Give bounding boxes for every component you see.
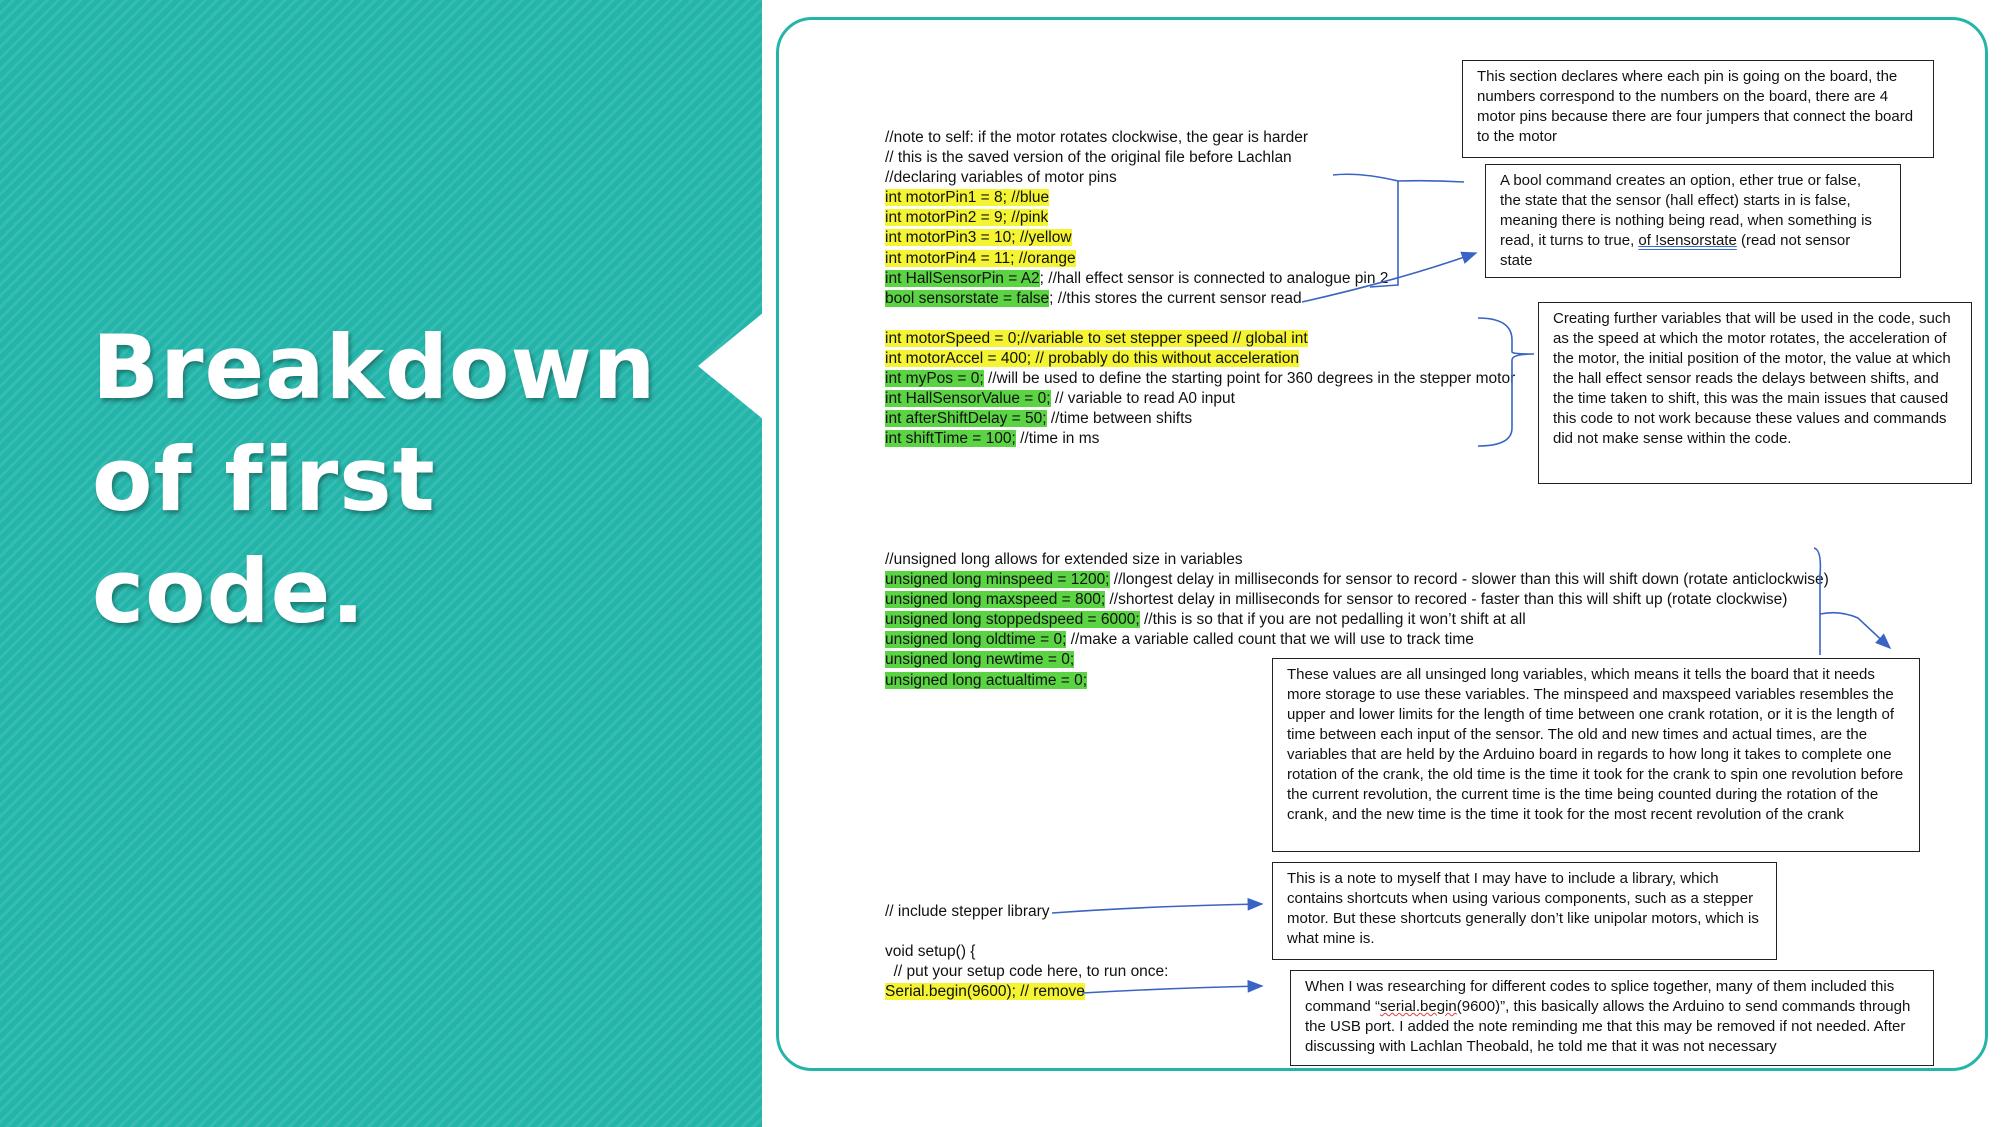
title-line: Breakdown [92,316,657,419]
code-text: void setup() { [885,943,976,961]
note-text: These values are all unsinged long variables, which means it tells the board that it needs more storage to use these variables. The minspeed and maxspeed variables resembles the upper and lower limits for the length of time between one crank rotation, or it is the length of time between each input of the sensor. The old and new times and actual times, are the variables that are held by the Arduino board in regards to how long it takes to complete one rotation of the crank, the old time is the time it took for the crank to spin one revolution before the current revolution, the current time is the time being counted during the rotation of the crank, and the new time is the time it took for the most recent revolution of the crank [1287,666,1904,823]
arrow-bool [1302,253,1476,302]
note-text: This is a note to myself that I may have to include a library, which contains shortcuts when using various components, such as a stepper motor. But these shortcuts generally don’t like unipolar motors, which is what mine is. [1287,870,1759,947]
code-comment: //time between shifts [1046,410,1193,428]
arrow-serial [1082,986,1262,993]
code-text: //note to self: if the motor rotates clockwise, the gear is harder [885,129,1309,146]
code-comment: //will be used to define the starting point for 360 degrees in the stepper motor [983,370,1516,388]
code-text: int motorPin4 = 11; //orange [885,249,1076,267]
code-comment: //make a variable called count that we will use to track time [1066,631,1474,649]
code-text: unsigned long actualtime = 0; [885,671,1088,689]
brace-variables [1478,318,1534,446]
code-text: // include stepper library [885,903,1050,920]
note-text: When I was researching for different codes to splice together, many of them included this command “ [1305,978,1895,1015]
code-text: int afterShiftDelay = 50; [885,410,1047,428]
note-text: A bool command creates an option, ether true or false, the state that the sensor (hall effect) starts in is false, meaning there is nothing being read, when something is read, it turns to true, [1500,172,1872,249]
note-underlined-text: serial.begin [1380,998,1457,1015]
code-comment: //this is so that if you are not pedalling it won’t shift at all [1139,611,1526,629]
code-text: int myPos = 0; [885,370,984,388]
code-comment: ; //this stores the current sensor read [1049,289,1302,307]
note-underlined-text: of !sensorstate [1638,232,1737,249]
note-text: (9600)”, this basically allows the Arduino to send commands through the USB port. I added the note reminding me that this may be removed if not needed. After discussing with Lachlan Theobald, he told me that it was not necessary [1305,998,1911,1055]
note-text: This section declares where each pin is going on the board, the numbers correspond to the numbers on the board, there are 4 motor pins because there are four jumpers that connect the board to the motor [1477,68,1914,145]
code-text: int motorAccel = 400; // probably do this without acceleration [885,350,1299,368]
code-text: Serial.begin(9600); // remove [885,983,1085,1001]
code-text: int motorPin3 = 10; //yellow [885,229,1072,247]
code-text: unsigned long maxspeed = 800; [885,591,1106,609]
code-text: int HallSensorValue = 0; [885,390,1051,408]
code-comment: //time in ms [1015,430,1100,448]
code-text: int motorPin1 = 8; //blue [885,189,1050,207]
code-comment: //longest delay in milliseconds for sensor to record - slower than this will shift down (rotate anticlockwise) [1109,571,1829,589]
code-text: // this is the saved version of the original file before Lachlan [885,149,1292,167]
note-text: Creating further variables that will be used in the code, such as the speed at which the motor rotates, the acceleration of the motor, the initial position of the motor, the value at which the hall effect sensor reads the delays between shifts, and the time taken to shift, this was the main issues that caused this code to not work because these values and commands did not make sense within the code. [1553,310,1951,447]
code-text: bool sensorstate = false [885,289,1050,307]
code-text: int motorSpeed = 0;//variable to set stepper speed // global int [885,330,1308,347]
code-text: unsigned long newtime = 0; [885,651,1075,669]
code-text: int shiftTime = 100; [885,430,1016,448]
code-text: unsigned long minspeed = 1200; [885,571,1110,589]
code-text: //unsigned long allows for extended size in variables [885,551,1243,568]
code-text: // put your setup code here, to run once: [885,963,1169,981]
bracket-pins [1333,174,1464,287]
code-text: int motorPin2 = 9; //pink [885,209,1049,227]
code-text: //declaring variables of motor pins [885,169,1117,187]
code-comment: // variable to read A0 input [1050,390,1235,408]
code-comment: ; //hall effect sensor is connected to analogue pin 2 [1039,269,1389,287]
code-text: int HallSensorPin = A2 [885,269,1040,287]
arrow-library [1052,904,1262,913]
note-text: (read not sensor state [1500,232,1851,269]
title-line: of first [92,428,436,531]
code-comment: //shortest delay in milliseconds for sensor to recored - faster than this will shift up (rotate clockwise) [1105,591,1788,609]
code-text: unsigned long stoppedspeed = 6000; [885,611,1140,629]
title-line: code. [92,540,366,643]
code-text: unsigned long oldtime = 0; [885,631,1067,649]
bracket-unsigned [1814,548,1890,655]
